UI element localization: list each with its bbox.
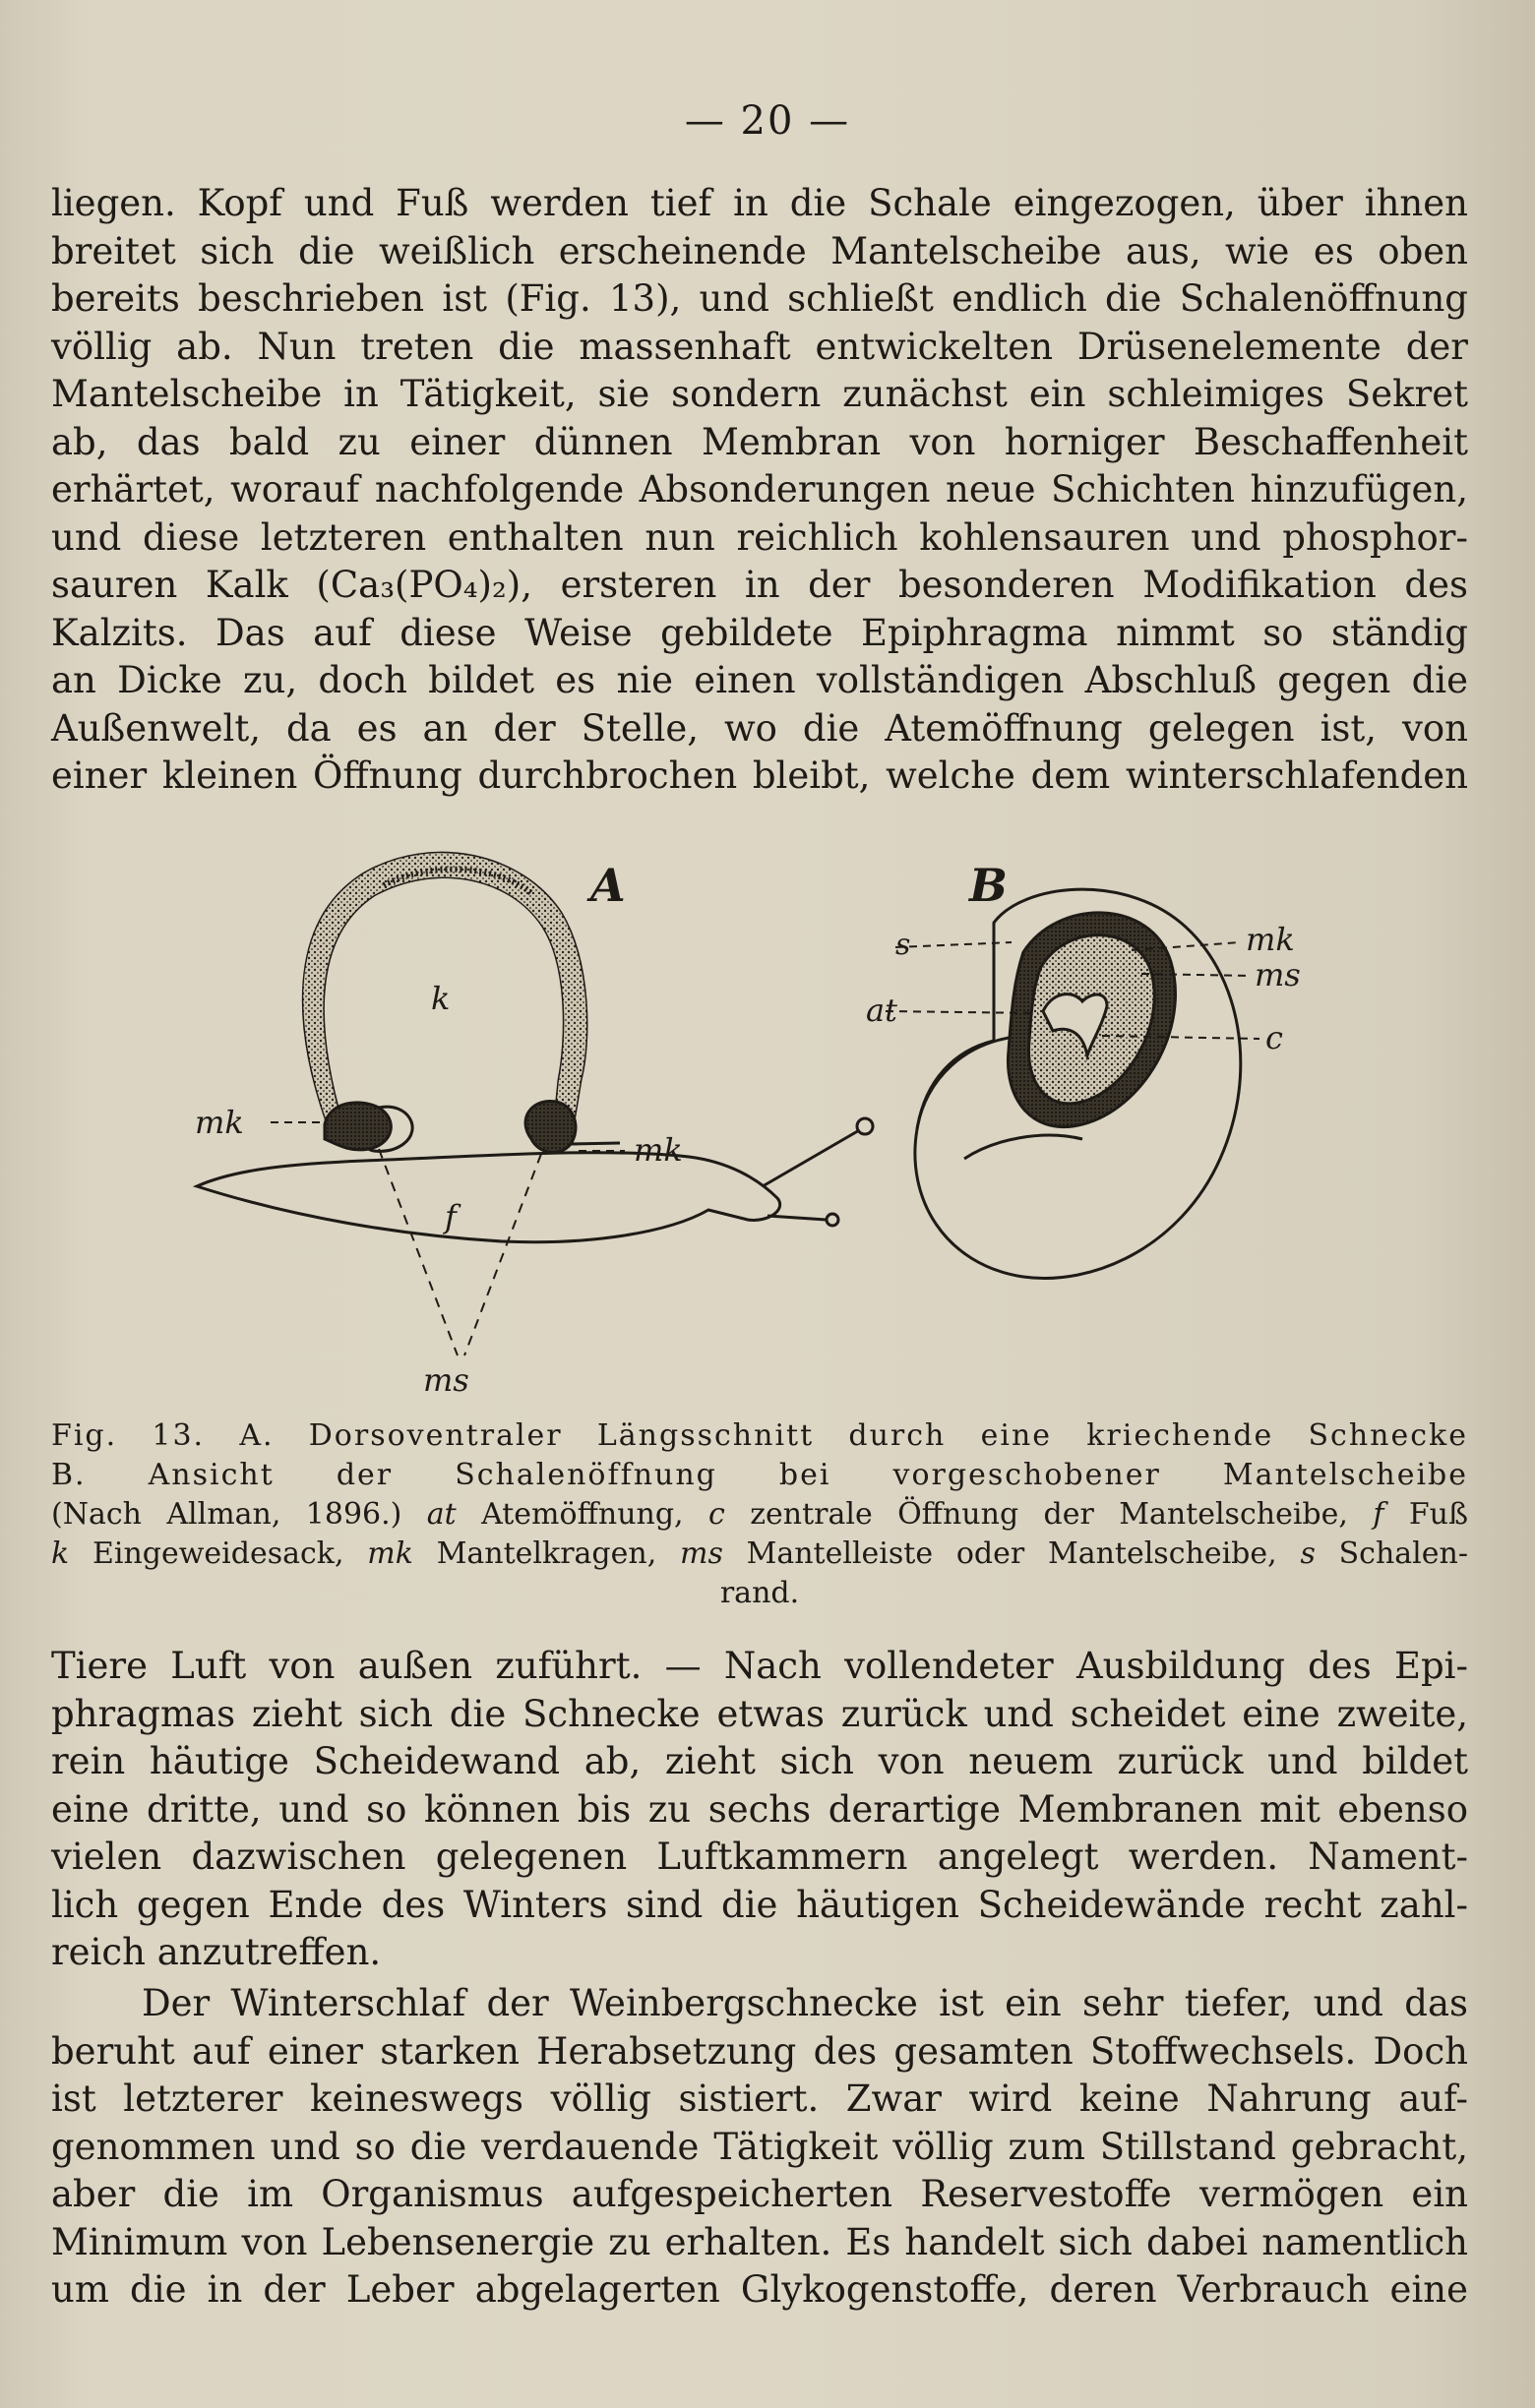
caption-abbr-ms: ms [680, 1536, 723, 1571]
text-line: an Dicke zu, doch bildet es nie einen vollständigen Abschluß gegen die [51, 659, 1468, 701]
caption-def-c: zentrale Öffnung der Mantelscheibe, [750, 1497, 1348, 1532]
text-line: breitet sich die weißlich erscheinende Mantelscheibe aus, wie es oben [51, 229, 1468, 272]
caption-def-s: Schalen- [1338, 1536, 1468, 1571]
caption-line: Fig. 13. A. Dorsoventraler Längsschnitt durch eine kriechende Schnecke [51, 1418, 1468, 1453]
text-line: Kalzits. Das auf diese Weise gebildete Epiphragma nimmt so ständig [51, 611, 1468, 654]
text-line: erhärtet, worauf nachfolgende Absonderungen neue Schichten hinzufügen, [51, 468, 1468, 511]
caption-source: (Nach Allman, 1896.) [51, 1497, 402, 1532]
figure-13 [177, 844, 1496, 1395]
label-ms-b: ms [1255, 956, 1301, 993]
label-mk-right: mk [634, 1131, 683, 1169]
label-k: k [431, 980, 451, 1017]
text-line: genommen und so die verdauende Tätigkeit völlig zum Stillstand gebracht, [51, 2125, 1468, 2168]
caption-abbr-f: f [1373, 1497, 1384, 1532]
text-line: lich gegen Ende des Winters sind die häutigen Scheidewände recht zahl- [51, 1883, 1468, 1926]
figure-b-drawing [886, 889, 1259, 1278]
label-mk-b: mk [1246, 921, 1295, 958]
figure-a-drawing [197, 853, 873, 1355]
label-at: at [866, 992, 897, 1029]
text-line: einer kleinen Öffnung durchbrochen bleibt, welche dem winterschlafenden [51, 754, 1468, 797]
label-ms-a: ms [423, 1361, 469, 1395]
caption-def-at: Atemöffnung, [481, 1497, 684, 1532]
text-line: reich anzutreffen. [51, 1931, 382, 1973]
caption-abbr-at: at [426, 1497, 457, 1532]
text-line: Außenwelt, da es an der Stelle, wo die Atemöffnung gelegen ist, von [51, 706, 1468, 750]
caption-line: B. Ansicht der Schalenöffnung bei vorgeschobener Mantelscheibe [51, 1458, 1468, 1492]
text-line: vielen dazwischen gelegenen Luftkammern angelegt werden. Nament- [51, 1836, 1468, 1878]
label-s: s [895, 928, 911, 962]
text-line: Der Winterschlaf der Weinbergschnecke ist ein sehr tiefer, und das [142, 1982, 1468, 2024]
text-line: Mantelscheibe in Tätigkeit, sie sondern zunächst ein schleimiges Sekret [51, 373, 1468, 415]
caption-abbr-mk: mk [367, 1536, 413, 1571]
caption-def-k: Eingeweidesack, [92, 1536, 344, 1571]
text-line: liegen. Kopf und Fuß werden tief in die Schale eingezogen, über ihnen [51, 182, 1468, 224]
paragraph-3 [51, 1980, 1468, 2315]
paragraph-1 [51, 180, 1468, 801]
text-line: um die in der Leber abgelagerten Glykogenstoffe, deren Verbrauch eine [51, 2268, 1468, 2311]
text-line: Tiere Luft von außen zuführt. — Nach vollendeter Ausbildung des Epi- [51, 1645, 1468, 1687]
text-line: Minimum von Lebensenergie zu erhalten. Es handelt sich dabei namentlich [51, 2220, 1468, 2263]
caption-abbr-k: k [51, 1536, 70, 1571]
text-line: ab, das bald zu einer dünnen Membran von horniger Beschaffenheit [51, 420, 1468, 463]
paragraph-2 [51, 1643, 1468, 1977]
text-line: eine dritte, und so können bis zu sechs derartige Membranen mit ebenso [51, 1787, 1468, 1831]
caption-abbr-c: c [707, 1497, 725, 1532]
text-line: bereits beschrieben ist (Fig. 13), und schließt endlich die Schalenöffnung [51, 277, 1468, 320]
text-line: sauren Kalk (Ca₃(PO₄)₂), ersteren in der besonderen Modifikation des [51, 564, 1468, 606]
text-line: und diese letzteren enthalten nun reichlich kohlensauren und phosphor- [51, 515, 1468, 559]
text-line: völlig ab. Nun treten die massenhaft entwickelten Drüsenelemente der [51, 325, 1468, 368]
label-mk-left: mk [195, 1104, 244, 1141]
caption-line [51, 1495, 1468, 1535]
figure-label-a: A [590, 859, 626, 912]
page-number: — 20 — [684, 98, 851, 144]
caption-def-f: Fuß [1408, 1497, 1468, 1532]
caption-abbr-s: s [1300, 1536, 1316, 1571]
text-line: aber die im Organismus aufgespeicherten Reservestoffe vermögen ein [51, 2173, 1468, 2215]
label-c: c [1265, 1019, 1283, 1056]
text-line: rein häutige Scheidewand ab, zieht sich von neuem zurück und bildet [51, 1740, 1468, 1782]
text-line: phragmas zieht sich die Schnecke etwas zurück und scheidet eine zweite, [51, 1692, 1468, 1735]
caption-line: rand. [719, 1576, 800, 1610]
figure-caption [51, 1416, 1468, 1613]
caption-def-ms: Mantelleiste oder Mantelscheibe, [746, 1536, 1277, 1571]
caption-line [51, 1535, 1468, 1574]
label-f: f [445, 1198, 457, 1235]
snail-illustration [177, 844, 1496, 1395]
text-line: beruht auf einer starken Herabsetzung des gesamten Stoffwechsels. Doch [51, 2029, 1468, 2073]
caption-def-mk: Mantelkragen, [436, 1536, 657, 1571]
figure-label-b: B [969, 859, 1008, 912]
text-line: ist letzterer keineswegs völlig sistiert. Zwar wird keine Nahrung auf- [51, 2077, 1468, 2120]
